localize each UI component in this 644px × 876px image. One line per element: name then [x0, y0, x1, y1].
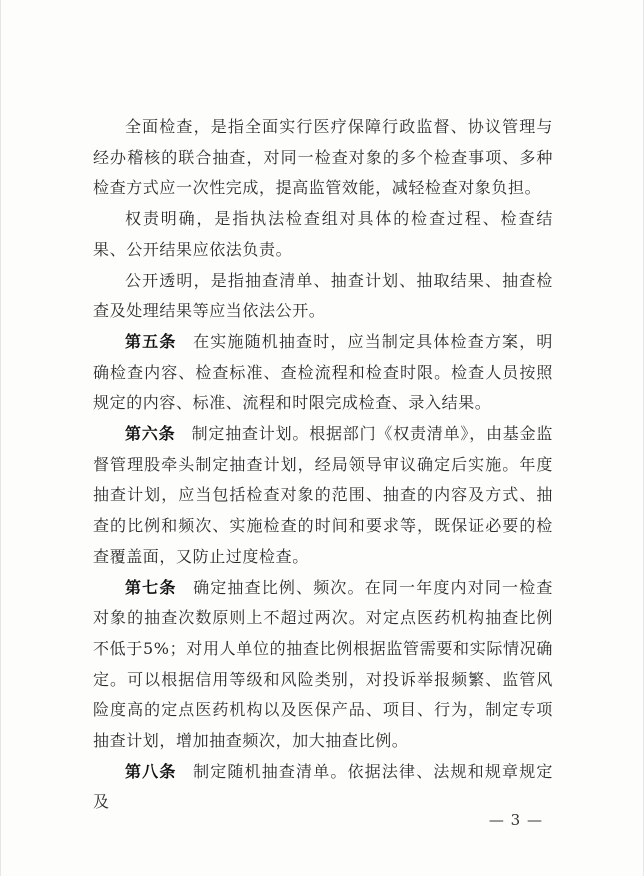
article-6-text: 制定抽查计划。根据部门《权责清单》，由基金监督管理股牵头制定抽查计划，经局领导审议确定后实施。年度抽查计划，应当包括检查对象的范围、抽查的内容及方式、抽查的比例和频次、实施检查的时间和要求等，既保证必要的检查覆盖面，又防止过度检查。: [93, 424, 553, 566]
article-8-text: 制定随机抽查清单。依据法律、法规和规章规定及: [93, 761, 553, 812]
paragraph-text: 公开透明，是指抽查清单、抽查计划、抽取结果、抽查检查及处理结果等应当依法公开。: [93, 270, 553, 321]
article-7-text: 确定抽查比例、频次。在同一年度内对同一检查对象的抽查次数原则上不超过两次。对定点医药机构抽查比例不低于5%；对用人单位的抽查比例根据监管需要和实际情况确定。可以根据信用等级和风险类别，对投诉举报频繁、监管风险度高的定点医药机构以及医保产品、项目、行为，制定专项抽查计划，增加抽查频次，加大抽查比例。: [93, 577, 553, 751]
article-6-label: 第六条: [125, 424, 176, 444]
paragraph-comprehensive-inspection: [93, 112, 553, 204]
article-8: [93, 757, 553, 818]
article-5: [93, 327, 553, 419]
page-number: — 3 —: [488, 811, 543, 829]
document-body: [93, 112, 553, 818]
paragraph-clear-responsibility: [93, 204, 553, 265]
paragraph-text: 全面检查，是指全面实行医疗保障行政监督、协议管理与经办稽核的联合抽查，对同一检查对象的多个检查事项、多种检查方式应一次性完成，提高监管效能，减轻检查对象负担。: [93, 117, 553, 198]
article-7: [93, 573, 553, 757]
article-6: [93, 419, 553, 573]
paragraph-text: 权责明确，是指执法检查组对具体的检查过程、检查结果、公开结果应依法负责。: [93, 209, 553, 259]
article-8-label: 第八条: [125, 761, 177, 781]
article-7-label: 第七条: [125, 577, 177, 597]
article-5-label: 第五条: [125, 331, 177, 351]
paragraph-transparency: [93, 266, 553, 327]
article-5-text: 在实施随机抽查时，应当制定具体检查方案，明确检查内容、检查标准、查检流程和检查时限。检查人员按照规定的内容、标准、流程和时限完成检查、录入结果。: [93, 331, 553, 413]
